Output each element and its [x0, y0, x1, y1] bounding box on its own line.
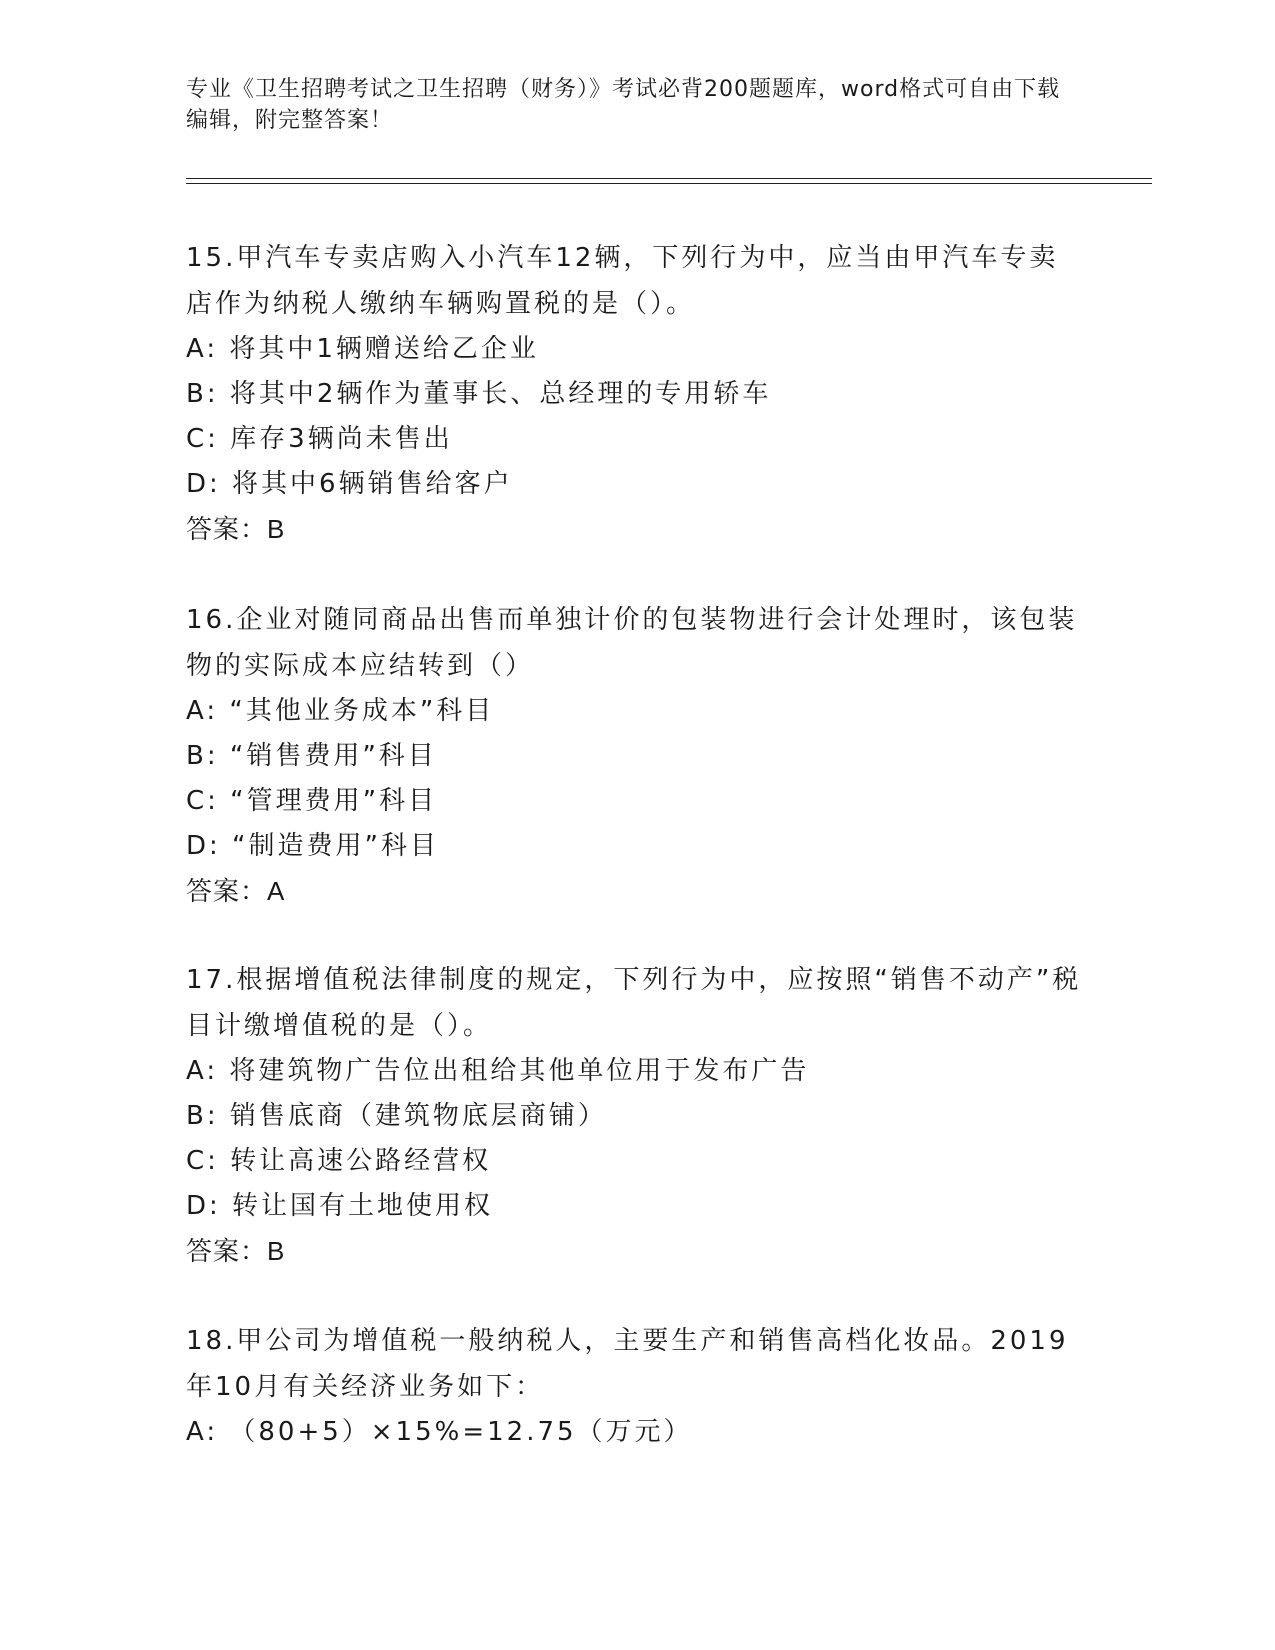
option-b: B: 销售底商（建筑物底层商铺）: [186, 1101, 607, 1131]
answer: 答案：A: [186, 876, 286, 906]
question-15: [186, 235, 1086, 552]
answer: 答案：B: [186, 514, 286, 544]
question-stem: 15.甲汽车专卖店购入小汽车12辆，下列行为中，应当由甲汽车专卖店作为纳税人缴纳车辆购置税的是（）。: [186, 243, 1059, 319]
question-stem: 18.甲公司为增值税一般纳税人，主要生产和销售高档化妆品。2019年10月有关经济业务如下：: [186, 1326, 1069, 1402]
question-stem: 17.根据增值税法律制度的规定，下列行为中，应按照“销售不动产”税目计缴增值税的是（）。: [186, 965, 1082, 1041]
option-d: D: 转让国有土地使用权: [186, 1191, 494, 1221]
question-16: [186, 597, 1086, 914]
question-18: [186, 1318, 1086, 1455]
option-a: A: （80+5）×15%=12.75（万元）: [186, 1417, 693, 1447]
header-divider-top: [186, 178, 1152, 179]
option-c: C: “管理费用”科目: [186, 786, 438, 816]
option-b: B: 将其中2辆作为董事长、总经理的专用轿车: [186, 379, 772, 409]
option-d: D: “制造费用”科目: [186, 831, 439, 861]
header-divider-bottom: [186, 183, 1152, 184]
option-c: C: 库存3辆尚未售出: [186, 424, 453, 454]
option-a: A: 将其中1辆赠送给乙企业: [186, 334, 539, 364]
document-header: 专业《卫生招聘考试之卫生招聘（财务）》考试必背200题题库，word格式可自由下载编辑，附完整答案！: [186, 77, 1061, 133]
question-stem: 16.企业对随同商品出售而单独计价的包装物进行会计处理时，该包装物的实际成本应结转到（）: [186, 605, 1078, 681]
option-b: B: “销售费用”科目: [186, 741, 437, 771]
option-a: A: “其他业务成本”科目: [186, 696, 495, 726]
answer: 答案：B: [186, 1236, 286, 1266]
option-a: A: 将建筑物广告位出租给其他单位用于发布广告: [186, 1056, 810, 1086]
option-d: D: 将其中6辆销售给客户: [186, 469, 513, 499]
option-c: C: 转让高速公路经营权: [186, 1146, 492, 1176]
question-17: [186, 957, 1086, 1274]
